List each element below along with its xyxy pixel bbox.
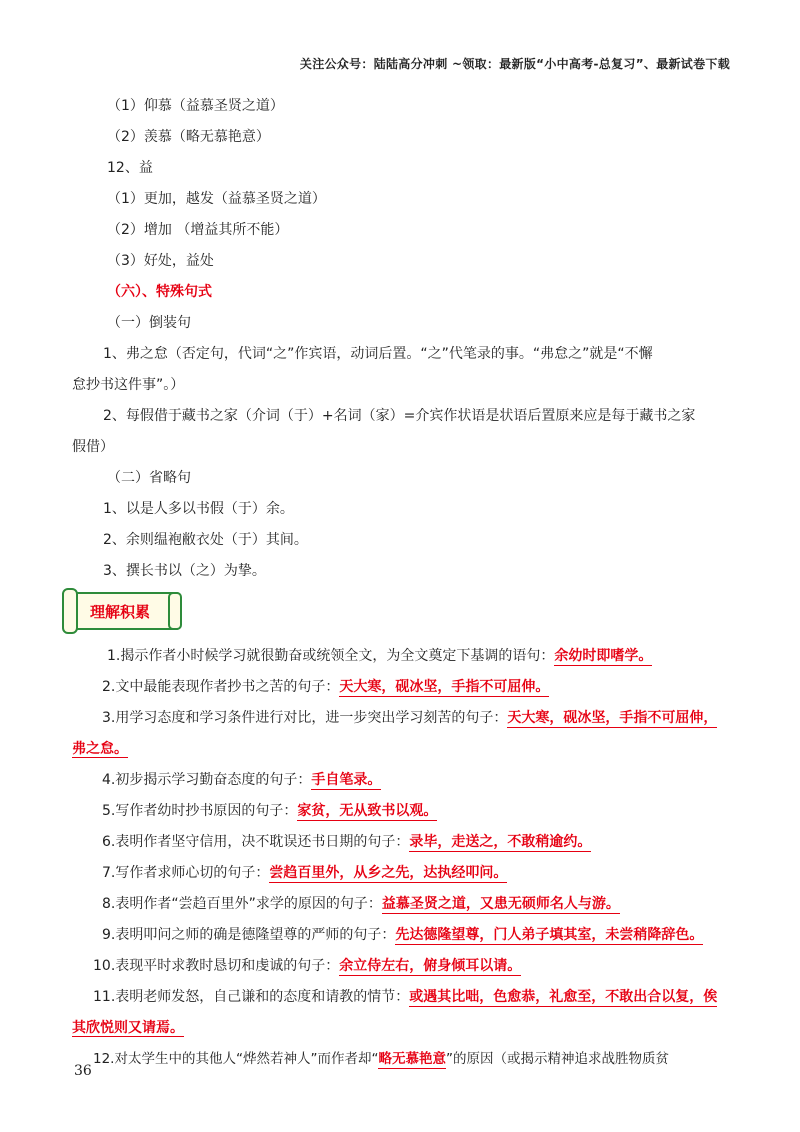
qa-item: [102, 677, 549, 697]
qa-item: [93, 956, 521, 976]
banner-scroll-curl-left: [62, 588, 78, 634]
section-label: 理解积累: [90, 603, 151, 621]
question: 8.表明作者“尝趋百里外”求学的原因的句子：: [102, 896, 382, 912]
question: 3.用学习态度和学习条件进行对比，进一步突出学习刻苦的句子：: [102, 710, 508, 726]
qa-item-cont: [72, 739, 128, 759]
question: 2.文中最能表现作者抄书之苦的句子：: [102, 679, 340, 695]
vocab-line: （3）好处，益处: [107, 253, 214, 269]
answer: 余立侍左右，俯身倾耳以请。: [339, 958, 522, 974]
banner-scroll-curl-right: [168, 592, 182, 630]
omission-item: 1、以是人多以书假（于）余。: [103, 501, 294, 517]
answer: 家贫，无从致书以观。: [297, 803, 438, 819]
inversion-title: （一）倒装句: [107, 315, 191, 331]
question: 11.表明老师发怒，自己谦和的态度和请教的情节：: [93, 989, 410, 1005]
qa-item: [102, 801, 437, 821]
question: 1.揭示作者小时候学习就很勤奋或统领全文，为全文奠定下基调的语句：: [107, 648, 555, 664]
answer: 尝趋百里外，从乡之先，达执经叩问。: [269, 865, 508, 881]
question: 12.对太学生中的其他人“烨然若神人”而作者却“: [93, 1051, 379, 1067]
page-header: 关注公众号：陆陆高分冲刺 ~领取：最新版“小中高考-总复习”、最新试卷下载: [299, 57, 730, 71]
answer: 天大寒，砚冰坚，手指不可屈伸。: [339, 679, 550, 695]
answer: 益慕圣贤之道，又患无硕师名人与游。: [381, 896, 620, 912]
page-number: 36: [74, 1063, 92, 1079]
inversion-item-2-cont: 假借）: [72, 439, 114, 455]
answer-cont: 弗之怠。: [72, 741, 128, 757]
omission-item: 3、撰长书以（之）为挚。: [103, 563, 266, 579]
qa-item: [93, 987, 717, 1007]
special-sentence-title: （六）、特殊句式: [107, 284, 212, 300]
question: 9.表明叩问之师的确是德隆望尊的严师的句子：: [102, 927, 396, 943]
question: 10.表现平时求教时恳切和虔诚的句子：: [93, 958, 340, 974]
vocab-line: （2）羡慕（略无慕艳意）: [107, 129, 270, 145]
qa-item: [102, 863, 507, 883]
section-banner: [62, 588, 182, 632]
qa-item: [102, 832, 591, 852]
answer: 余幼时即嗜学。: [554, 648, 653, 664]
inversion-item-1: 1、弗之怠（否定句，代词“之”作宾语，动词后置。“之”代笔录的事。“弗怠之”就是“不懈: [103, 346, 653, 362]
answer: 录毕，走送之，不敢稍逾约。: [409, 834, 592, 850]
question: 4.初步揭示学习勤奋态度的句子：: [102, 772, 312, 788]
question: 5.写作者幼时抄书原因的句子：: [102, 803, 298, 819]
vocab-line: （1）仰慕（益慕圣贤之道）: [107, 98, 284, 114]
answer: 先达德隆望尊，门人弟子填其室，未尝稍降辞色。: [395, 927, 704, 943]
answer: 手自笔录。: [311, 772, 382, 788]
vocab-line: 12、益: [107, 160, 153, 176]
vocab-line: （1）更加，越发（益慕圣贤之道）: [107, 191, 326, 207]
qa-item-cont: [72, 1018, 184, 1038]
omission-title: （二）省略句: [107, 470, 191, 486]
qa-item: [93, 1049, 669, 1069]
qa-item: [102, 925, 703, 945]
question: 6.表明作者坚守信用，决不耽误还书日期的句子：: [102, 834, 410, 850]
qa-item: [102, 770, 381, 790]
qa-item: [102, 894, 620, 914]
answer: 天大寒，砚冰坚，手指不可屈伸，: [507, 710, 718, 726]
omission-item: 2、余则缊袍敝衣处（于）其间。: [103, 532, 308, 548]
inversion-item-2: 2、每假借于藏书之家（介词（于）+名词（家）=介宾作状语是状语后置原来应是每于藏书之家: [103, 408, 696, 424]
vocab-line: （2）增加 （增益其所不能）: [107, 222, 289, 238]
question: 7.写作者求师心切的句子：: [102, 865, 270, 881]
inversion-item-1-cont: 怠抄书这件事”。）: [72, 377, 185, 393]
qa-item: [102, 708, 717, 728]
qa-item: [107, 646, 652, 666]
answer: 或遇其比咄，色愈恭，礼愈至，不敢出合以复，俟: [409, 989, 718, 1005]
answer: 略无慕艳意: [378, 1051, 446, 1067]
question-tail: ”的原因（或揭示精神追求战胜物质贫: [445, 1051, 669, 1067]
answer-cont: 其欣悦则又请焉。: [72, 1020, 184, 1036]
